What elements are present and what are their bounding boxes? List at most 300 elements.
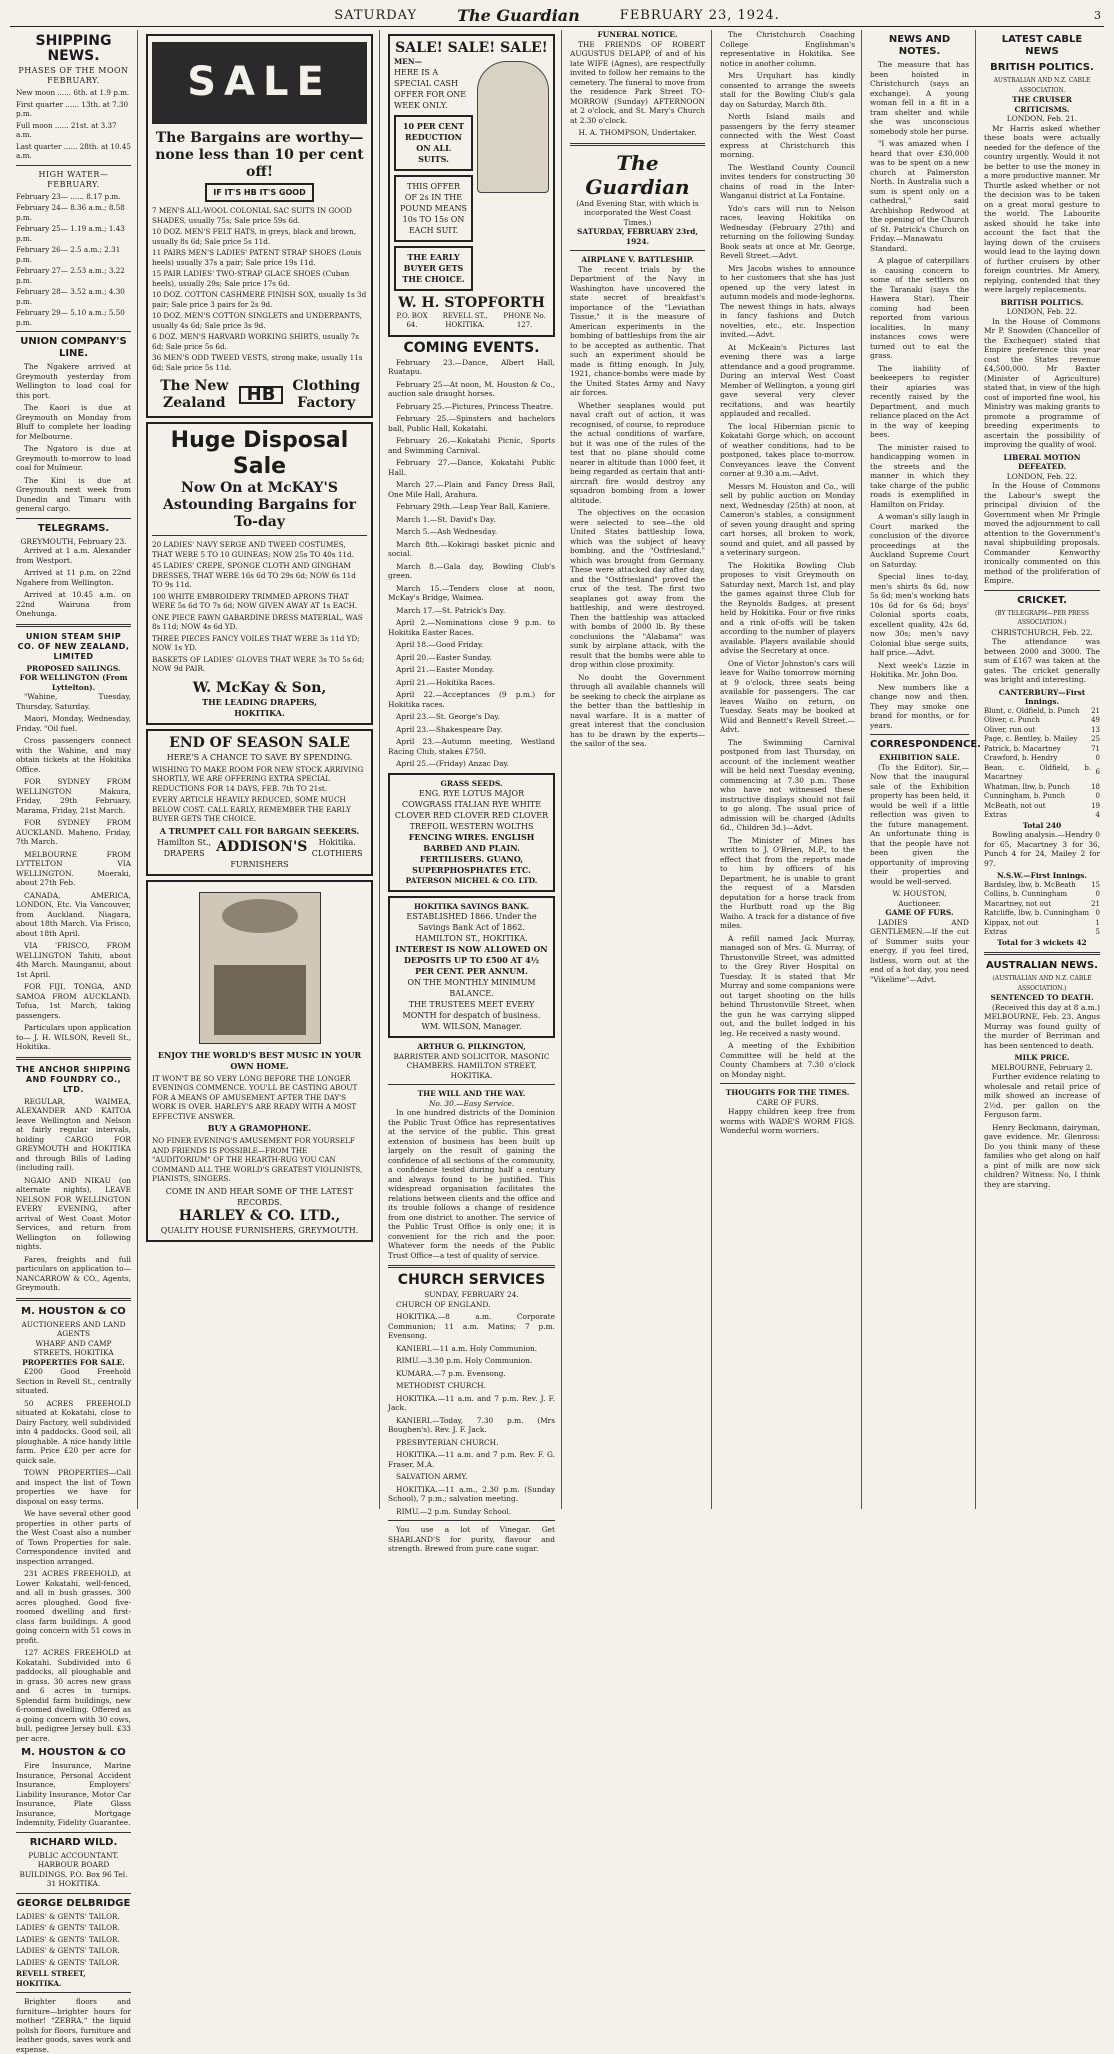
vikelime-footer: LADIES AND GENTLEMEN.—If the cut of Summer suits your energy, if you feel tired, listless, worn out at the end of a hot day, you need "Vikelime"—Advt.: [870, 917, 969, 984]
correspondence-text: (To the Editor). Sir,—Now that the inaugural sale of the Exhibition property has been held, it would be well if a little reflection was given to the future management. An unfortunate thing is that the people have not been given the opportunity of improving their properties and would be well-served.: [870, 762, 969, 886]
harley-subtitle: QUALITY HOUSE FURNISHERS, GREYMOUTH.: [160, 1225, 359, 1235]
anchor-paragraph: Fares, freights and full particulars on application to— NANCARROW & CO., Agents, Greymouth.: [16, 1254, 131, 1292]
editorial-paragraph: Whether seaplanes would put naval craft out of action, it was recognised, of course, to reproduce the actual conditions of warfare, but it was one of the rules of the test that no plane should come nearer in altitude than 1000 feet, it being regarded as certain that anti-aircraft fire would destroy any squadron bombing from a lower altitude.: [570, 400, 705, 505]
local-news-item: One of Victor Johnston's cars will leave for Waiho tomorrow morning at 9 o'clock, three seats being available for passengers. The car leaves Waiho on return, on Tuesday. Seats may be booked at Wild and Bennett's Revell Street.—Advt.: [720, 658, 855, 734]
telegrams-dateline: GREYMOUTH, February 23.: [20, 536, 127, 546]
church-line: KUMARA.—7 p.m. Evensong.: [396, 1368, 506, 1378]
scorecard-row: [984, 900, 1100, 910]
news-note: A plague of caterpillars is causing concern to some of the settlers on the Taranaki (says the Hawera Star). Their coming had been reported from various localities. In many instances cows were turned out to eat the grass.: [870, 256, 969, 360]
event-line: April 21.—Hokitika Races.: [396, 677, 495, 687]
batsman: Macartney, not out: [984, 899, 1052, 908]
church-line: HOKITIKA.—11 a.m., 2.30 p.m. (Sunday School), 7 p.m.; salvation meeting.: [388, 1484, 555, 1503]
sentenced-heading: SENTENCED TO DEATH.: [990, 993, 1094, 1002]
moon-list: [16, 88, 131, 161]
houston-heading-2: M. HOUSTON & CO: [21, 1747, 126, 1758]
stopforth-text: [394, 57, 473, 295]
sale-banner: SALE: [152, 42, 367, 124]
funeral-notice-heading: FUNERAL NOTICE.: [597, 30, 678, 39]
properties-heading: PROPERTIES FOR SALE.: [22, 1357, 125, 1367]
stopforth-body: [394, 57, 549, 295]
event-line: April 20.—Easter Sunday.: [396, 652, 492, 662]
local-news-item: The Christchurch Coaching College Englishman's representative in Hokitika. See notice in another column.: [720, 30, 855, 68]
masthead: [10, 4, 1104, 27]
mckay-item: BASKETS OF LADIES' GLOVES THAT WERE 3s TO 5s 6d; NOW 9d PAIR.: [152, 654, 365, 673]
church-date: SUNDAY, FEBRUARY 24.: [424, 1290, 519, 1299]
batsman: Blunt, c. Oldfield, b. Punch: [984, 706, 1080, 715]
church-line: METHODIST CHURCH.: [396, 1381, 486, 1390]
interest-notice: INTEREST IS NOW ALLOWED ON DEPOSITS UP TO £500 AT 4½ PER CENT. PER ANNUM.: [395, 944, 548, 976]
stopforth-phone: PHONE No. 127.: [503, 311, 546, 329]
news-note: The measure that has been hoisted in Christchurch (says an exchange). A young woman fell in a fit in a tram shelter and while she was unconscious somebody stole her purse.: [870, 60, 969, 136]
cash-offer: HERE IS A SPECIAL CASH OFFER FOR ONE WEEK ONLY.: [394, 67, 467, 110]
cricket-paragraph: The attendance was between 2000 and 3000. The sum of £167 was taken at the gates. The cricket generally was bright and interesting.: [984, 637, 1100, 684]
event-line: April 23.—St. George's Day.: [396, 712, 500, 721]
guardian-subtitle: (And Evening Star, with which is incorporated the West Coast Times.): [576, 198, 699, 227]
scorecard-row: [984, 707, 1100, 717]
sale-item: 15 PAIR LADIES' TWO-STRAP GLACE SHOES (Cuban heels), usually 29s; Sale price 17s 6d.: [152, 269, 350, 288]
column-news-notes: [864, 30, 981, 1509]
shipping-news-heading: SHIPPING NEWS.: [35, 33, 112, 64]
local-news-item: The Minister of Mines has written to J. O'Brien, M.P., to the effect that from the reports made to him by officers of his Department, he is unable to grant the request of a Marsden deputation for a horse track from the Hurlbutt road up the Big Waiho. A track for a distance of five miles.: [720, 835, 855, 930]
astounding-bargains: Astounding Bargains for To-day: [163, 497, 356, 530]
column-stopforth-events: [382, 30, 562, 1553]
stopforth-contact-row: [394, 312, 549, 331]
events-list: [388, 358, 555, 769]
event-line: February 25.—Pictures, Princess Theatre.: [396, 401, 554, 411]
scorecard-row: [984, 811, 1100, 821]
mckay-item: 45 LADIES' CREPE, SPONGE CLOTH AND GINGHAM DRESSES, THAT WERE 16s 6d TO 29s 6d; NOW 6s 11d TO 9s 11d.: [152, 561, 356, 589]
delbridge-line: REVELL STREET, HOKITIKA.: [16, 1969, 86, 1988]
cruiser-paragraph: Mr Harris asked whether these boats were actually needed for the defence of the country urgently. Would it not be better to use the money in a more productive manner. Mr Thurtle asked whether or not the decision was to be taken on a great moral gesture to the world. The Labourite asked should he take into account the fact that the laying down of the cruisers would lead to the laying down of further cruisers by other foreign countries. Mr Amery, replying, contended that they were largely replacements.: [984, 123, 1100, 294]
delbridge-line: LADIES' & GENTS' TAILOR.: [16, 1957, 120, 1967]
event-line: March 8.—Gala day, Bowling Club's green.: [388, 561, 555, 580]
politics-dateline: LONDON, Feb. 22.: [1006, 307, 1078, 316]
come-in-note: COME IN AND HEAR SOME OF THE LATEST RECORDS.: [165, 1186, 354, 1207]
minimum-balance: ON THE MONTHLY MINIMUM BALANCE.: [407, 978, 536, 998]
scorecard-row: [984, 792, 1100, 802]
scorecard-row: [984, 802, 1100, 812]
batsman: Ratcliffe, lbw, b. Cunningham: [984, 909, 1090, 917]
editorial-paragraph: No doubt the Government through all available channels will be seeking to check the airplane as the better than the battleship in naval warfare. It is a matter of great interest that the conclusion has to be drawn by the experts—the sailor of the sea.: [570, 672, 705, 748]
canterbury-total: Total 240: [1022, 820, 1062, 830]
water-line: February 27— 2.53 a.m.; 3.22 p.m.: [16, 266, 125, 285]
houston-address: WHARF AND CAMP STREETS, HOKITIKA: [33, 1338, 114, 1357]
sailing-line: FOR SYDNEY FROM WELLINGTON Makura, Friday, 29th February. Marama, Friday, 21st March.: [16, 777, 131, 815]
sailing-line: Maori, Monday, Wednesday, Friday. "Oil fuel.: [16, 714, 131, 733]
news-note: New numbers like a change now and then. They may smoke one brand for months, or for years.: [870, 682, 969, 730]
scorecard-row: [984, 754, 1100, 764]
addison-right: Hokitika. CLOTHIERS: [311, 837, 363, 858]
canterbury-scorecard: [984, 707, 1100, 821]
property-paragraph: 231 ACRES FREEHOLD, at Lower Kokatahi, well-fenced, and all in bush grasses. 300 acres ploughed. Good five-roomed dwelling and first-class farm buildings. A good going concern with 51 cows in profit.: [16, 1569, 131, 1645]
local-news-item: A refill named Jack Murray, managed son of Mrs. G. Murray, of Thrustonville Street, was admitted to the Grey River Hospital on Tuesday. It is stated that Mr Murray and some companions were out target shooting on the hills behind Thrustonville Street, when the gun he was carrying slipped out, and the bullet lodged in his leg. He received a nasty wound.: [720, 933, 855, 1038]
liberal-motion-dateline: LONDON, Feb. 22.: [1006, 471, 1078, 481]
masthead-page-number: 3: [1094, 8, 1102, 22]
church-line: HOKITIKA.—8 a.m. Corporate Communion; 11 a.m. Matins; 7 p.m. Evensong.: [388, 1312, 555, 1340]
local-news-item: Mrs Jacobs wishes to announce to her customers that she has just opened up the very latest in autumn models and mode-leghorns. The newest things in hats, always in fancy fashions and Dutch novelties, etc., etc. Inspection invited.—Advt.: [720, 263, 855, 339]
runs: 4: [1095, 811, 1100, 819]
addison-footer: [152, 837, 367, 859]
australian-association: (AUSTRALIAN AND N.Z. CABLE ASSOCIATION.): [992, 975, 1092, 992]
masthead-date: FEBRUARY 23, 1924.: [619, 7, 780, 23]
local-news-item: Ydo's cars will run to Nelson races, leaving Hokitika on Wednesday (February 27th) and returning on the following Sunday. Book seats at once at Mr. George, Revell Street.—Advt.: [720, 203, 855, 260]
anchor-paragraph: NGAIO AND NIKAU (on alternate nights), LEAVE NELSON FOR WELLINGTON EVERY EVENING, after arrival of West Coast Motor Services, and return from Wellington on following nights.: [16, 1175, 131, 1251]
column-advertisements: [140, 30, 380, 1509]
event-line: February 26.—Kokatahi Picnic, Sports and Swimming Carnival.: [388, 436, 555, 455]
liberal-motion-heading: LIBERAL MOTION DEFEATED.: [1003, 452, 1081, 471]
nz-clothing-footer: [152, 378, 367, 412]
milk-price-heading: MILK PRICE.: [1014, 1053, 1070, 1062]
editorial-heading: AIRPLANE V. BATTLESHIP.: [581, 255, 694, 264]
sailing-line: FOR SYDNEY FROM AUCKLAND. Maheno, Friday, 7th March.: [16, 818, 131, 846]
church-line: KANIERI.—Today, 7.30 p.m. (Mrs Boughen's). Rev. J. F. Jack.: [388, 1415, 555, 1434]
care-of-furs-heading: CARE OF FURS.: [756, 1097, 819, 1107]
cruiser-heading: THE CRUISER CRITICISMS.: [1012, 95, 1072, 114]
leading-drapers: THE LEADING DRAPERS,: [202, 696, 317, 707]
scorecard-row: [984, 735, 1100, 745]
mckay-item: THREE PIECES FANCY VOILES THAT WERE 3s 11d YD; NOW 1s YD.: [152, 633, 360, 652]
nsw-heading: N.S.W.—First Innings.: [997, 871, 1087, 880]
end-of-season-headline: END OF SEASON SALE: [169, 734, 350, 751]
scorecard-row: [984, 764, 1100, 783]
early-buyer-box: THE EARLY BUYER GETS THE CHOICE.: [394, 246, 473, 291]
mckay-ad: [146, 422, 373, 725]
batsman: Collins, b. Cunningham: [984, 890, 1068, 898]
sailing-line: "Wahine, Tuesday, Thursday, Saturday.: [16, 692, 131, 711]
batsman: Bean, c. Oldfield, b. Macartney: [984, 763, 1092, 781]
zebra-footer: Brighter floors and furniture—brighter hours for mother! "ZEBRA," the liquid polish for floors, furniture and leather goods, saves work and expense.: [16, 1997, 131, 2054]
local-news-item: At McKeain's Pictures last evening there was a large attendance and a good programme. During an interval West Coast Member of Wellington, a young girl gave several very clever recitations, and was heartily applauded and recalled.: [720, 342, 855, 418]
water-line: February 23— ...... 8.17 p.m.: [16, 191, 121, 201]
milk-paragraph: Further evidence relating to wholesale and retail price of milk showed an increase of 2½d. per gallon on the Ferguson farm.: [984, 1072, 1100, 1119]
telegram-paragraph: Arrived at 11 p.m. on 22nd Ngahere from Wellington.: [16, 568, 131, 587]
hb-logo: IF IT'S HB IT'S GOOD: [205, 183, 313, 202]
news-note: Special lines to-day, men's shirts 8s 6d, now 5s 6d; men's working hats 10s 6d for 6s 6d; boys' Colonial sports coats, excellent quality, 42s 6d, now 30s; men's navy Colonial blue serge suits, half price.—Advt.: [870, 572, 969, 657]
runs: 25: [1091, 735, 1100, 743]
pilkington-details: BARRISTER AND SOLICITOR. MASONIC CHAMBERS. HAMILTON STREET, HOKITIKA.: [393, 1051, 550, 1080]
runs: 0: [1095, 890, 1100, 898]
moon-line: First quarter ...... 13th. at 7.30 p.m.: [16, 99, 129, 118]
property-paragraph: £200 Good Freehold Section in Revell St., centrally situated.: [16, 1367, 131, 1395]
nz-clothing-right: Clothing Factory: [292, 378, 361, 411]
sale-item: 6 DOZ. MEN'S HARVARD WORKING SHIRTS, usually 7s 6d; Sale price 5s 6d.: [152, 332, 359, 351]
church-line: CHURCH OF ENGLAND.: [396, 1299, 491, 1309]
batsman: Crawford, b. Hendry: [984, 754, 1058, 762]
addison-left: Hamilton St., DRAPERS: [157, 837, 212, 858]
water-line: February 25— 1.19 a.m.; 1.43 p.m.: [16, 224, 125, 243]
bargains-headline: The Bargains are worthy—none less than 10 per cent off!: [155, 130, 364, 180]
delbridge-line: LADIES' & GENTS' TAILOR.: [16, 1946, 120, 1955]
telegram-paragraph: Arrived at 10.45 a.m. on 22nd Wairuna from Onehunga.: [16, 590, 131, 618]
local-news-item: Messrs M. Houston and Co., will sell by public auction on Monday next, Wednesday (25th) at noon, at Cameron's stables, a consignment of seven young draught and spring cart horses, all broken to work, sound and quiet, and all passed by a veterinary surgeon.: [720, 481, 855, 557]
event-line: February 25.—Spinsters and bachelors ball, Public Hall, Kokatahi.: [388, 414, 555, 433]
canterbury-heading: CANTERBURY—First Innings.: [998, 687, 1086, 706]
runs: 19: [1091, 801, 1100, 810]
sale-item: 10 DOZ. MEN'S COTTON SINGLETS and UNDERPANTS, usually 4s 6d; Sale price 3s 9d.: [152, 311, 362, 330]
news-note: Next week's Lizzie in Hokitika. Mr. John Doo.: [870, 660, 969, 679]
news-note: The liability of beekeepers to register their apiaries was recently raised by the Department, and much reliance placed on the Act in the way of keeping bees.: [870, 363, 969, 439]
event-line: April 25.—(Friday) Anzac Day.: [396, 759, 510, 768]
event-line: February 23.—Dance, Albert Hall, Ruatapu.: [388, 357, 555, 376]
batsman: Patrick, b. Macartney: [984, 744, 1061, 753]
nz-clothing-left: The New Zealand: [160, 378, 229, 411]
insurance-paragraph: Fire Insurance, Marine Insurance, Personal Accident Insurance, Employers' Liability Insurance, Motor Car Insurance, Plate Glass Insurance, Mortgage Indemnity, Fidelity Guarantee.: [16, 1761, 131, 1827]
sale-word: Sale: [232, 454, 287, 479]
sale-heading: SALE! SALE! SALE!: [395, 40, 548, 56]
scorecard-row: [984, 745, 1100, 755]
nsw-total: Total for 3 wickets 42: [997, 937, 1087, 947]
exhibition-sale-heading: EXHIBITION SALE.: [879, 753, 960, 762]
runs: 13: [1091, 725, 1100, 734]
sailings-heading: PROPOSED SAILINGS.: [26, 663, 121, 673]
cricket-dateline: CHRISTCHURCH, Feb. 22.: [991, 627, 1093, 637]
change-note: HERE'S A CHANCE TO SAVE BY SPENDING.: [166, 752, 353, 762]
sale-item: 36 MEN'S ODD TWEED VESTS, strong make, usually 11s 6d; Sale price 5s 11d.: [152, 353, 363, 372]
anchor-shipping-heading: THE ANCHOR SHIPPING AND FOUNDRY CO., LTD.: [16, 1064, 131, 1094]
batsman: Whatman, lbw, b. Punch: [984, 782, 1070, 791]
harley-paragraph: IT WON'T BE SO VERY LONG BEFORE THE LONGER EVENINGS COMMENCE. YOU'LL BE CASTING ABOUT FOR A MEANS OF AMUSEMENT AFTER THE DAY'S WORK IS OVER. HARLEY'S ARE READY WITH A MOST EFFECTIVE ANSWER.: [152, 1073, 358, 1121]
property-paragraph: 127 ACRES FREEHOLD at Kokatahi. Subdivided into 6 paddocks, all ploughable and in grass. 30 acres new grass and 6 acres in turnips. Splendid farm buildings, new 6-roomed dwelling. Offered as a going concern with 30 cows, bull, pedigree Jersey bull. £33 per acre.: [16, 1648, 131, 1743]
pilkington-name: ARTHUR G. PILKINGTON,: [417, 1042, 526, 1051]
runs: 0: [1095, 754, 1100, 762]
stopforth-ad: [388, 34, 555, 337]
sailing-line: FOR FIJI, TONGA, AND SAMOA FROM AUCKLAND. Tofua, 1st March, taking passengers.: [16, 982, 131, 1020]
runs: 21: [1091, 899, 1100, 908]
runs: 18: [1091, 782, 1100, 791]
grass-seeds-heading: GRASS SEEDS.: [440, 778, 503, 788]
funeral-notice-text: THE FRIENDS OF ROBERT AUGUSTUS DELAPP, of and of his late WIFE (Agnes), are respectfully invited to follow her remains to the cemetery. The funeral to move from the residence Park Street TO-MORROW (Sunday) AFTERNOON at 2 o'clock, and St. Mary's Church at 2.30 o'clock.: [570, 39, 705, 125]
harley-name: HARLEY & CO. LTD.,: [178, 1207, 341, 1224]
addison-name: ADDISON'S: [216, 839, 308, 855]
event-line: February 29th.—Leap Year Ball, Kaniere.: [396, 502, 551, 511]
runs: 1: [1095, 918, 1100, 927]
editorial-paragraph: The objectives on the occasion were selected to see—the old United States battleship Iowa, which was the subject of heavy bombing, and the "Ostfriesland," which was brought from Germany. These were attacked day after day, and the "Ostfriesland" proved the crux of the test. The first two seaplanes got away from the battleship, and were destroyed. Then the battleship was attacked with bombs of 2000 lb. By these conclusions the "Alabama" was sunk by airplane attack, with the result that the bombs were able to drop within close proximity.: [570, 508, 705, 669]
sailing-line: VIA 'FRISCO, FROM WELLINGTON Tahiti, about 4th March. Maunganui, about 1st April.: [16, 941, 131, 979]
sailing-line: CANADA, AMERICA, LONDON, Etc. Via Vancouver, from Auckland. Niagara, about 18th March. Via Frisco, about 18th April.: [16, 890, 131, 938]
batsman: Page, c. Bentley, b. Mailey: [984, 735, 1078, 743]
event-line: April 22.—Acceptances (9 p.m.) for Hokitika races.: [388, 690, 555, 709]
batsman: Cunningham, b. Punch: [984, 792, 1065, 800]
australian-news-heading: AUSTRALIAN NEWS.: [986, 960, 1098, 971]
runs: 49: [1091, 716, 1100, 724]
stopforth-name: W. H. STOPFORTH: [398, 294, 545, 311]
church-line: RIMU.—2 p.m. Sunday School.: [396, 1506, 511, 1516]
will-way-paragraph: In one hundred districts of the Dominion the Public Trust Office has representatives at the service of the public. This great extension of business has been built up largely on the result of gaining the confidence of all sections of the community, a confidence tested during half a century and always found to be justified. This widespread organisation facilitates the relations between clients and the office and its trouble follows a change of residence from one district to another. The service of the Public Trust Office is only one; it is convenient for the rich and the poor. Whatever form the needs of the Public Trust Office—a test of quality of service.: [388, 1108, 555, 1260]
enjoy-music: ENJOY THE WORLD'S BEST MUSIC IN YOUR OWN HOME.: [157, 1049, 362, 1071]
moon-phases-heading: PHASES OF THE MOON FEBRUARY.: [18, 66, 129, 85]
event-line: March 27.—Plain and Fancy Dress Ball, One Mile Hall, Arahura.: [388, 480, 555, 499]
houston-heading: M. HOUSTON & CO: [21, 1305, 126, 1317]
union-paragraph: The Ngatoro is due at Greymouth to-morrow to load coal for Mulmeur.: [16, 444, 131, 472]
sailing-line: Cross passengers connect with the Wahine, and may obtain tickets at the Hokitika Office.: [16, 736, 131, 774]
batsman: Extras: [984, 928, 1007, 936]
sailing-line: Particulars upon application to— J. H. WILSON, Revell St., Hokitika.: [16, 1023, 131, 1051]
water-line: February 24— 8.36 a.m.; 8.58 p.m.: [16, 203, 125, 222]
correspondence-signature: W. HOUSTON, Auctioneer.: [892, 889, 947, 908]
harley-ad: [146, 880, 373, 1242]
masthead-day: SATURDAY: [334, 7, 418, 23]
event-line: March 17.—St. Patrick's Day.: [396, 605, 506, 615]
huge-disposal-headline: Huge Disposal: [170, 428, 349, 453]
event-line: February 27.—Dance, Kokatahi Public Hall.: [388, 458, 555, 477]
gentleman-figure-icon: [477, 61, 549, 193]
gramophone-illustration-icon: [199, 892, 321, 1044]
moon-line: New moon ...... 6th. at 1.9 p.m.: [16, 88, 130, 97]
news-notes-heading: NEWS AND NOTES.: [888, 34, 951, 57]
will-way-heading: THE WILL AND THE WAY.: [417, 1089, 526, 1098]
union-paragraph: The Ngakere arrived at Greymouth yesterday from Wellington to load coal for this port.: [16, 362, 131, 400]
event-line: April 21.—Easter Monday.: [396, 665, 495, 674]
event-line: March 15.—Tenders close at noon, McKay's Bridge, Waimea.: [388, 583, 555, 602]
local-news-item: The Westland County Council invites tenders for constructing 30 chains of road in the Inter-Wanganui district at La Fontaine.: [720, 162, 855, 200]
politics-paragraph: In the House of Commons Mr P. Snowden (Chancellor of the Exchequer) stated that Empire preference this year cost the States revenue £4,500,000. Mr Baxter (Minister of Agriculture) stated that, in view of the high cost of imported fine wool, his Ministry was making grants to promote a programme of breeding experiments to ascertain the possibility of improving the quality of wool.: [984, 316, 1100, 449]
news-note: A woman's silly laugh in Court marked the conclusion of the divorce proceedings at the Auckland Supreme Court on Saturday.: [870, 512, 969, 569]
sale-item: 10 DOZ. MEN'S FELT HATS, in greys, black and brown, usually 8s 6d; Sale price 5s 11d.: [152, 227, 357, 246]
mckay-item: 100 WHITE EMBROIDERY TRIMMED APRONS THAT WERE 5s 6d TO 7s 6d; NOW GIVEN AWAY AT 1s EACH.: [152, 591, 358, 610]
runs: 5: [1095, 928, 1100, 936]
sale-item: 10 DOZ. COTTON CASHMERE FINISH SOX, usually 1s 3d pair; Sale price 3 pairs for 2s 9d.: [152, 290, 367, 309]
grass-seeds-ad: [388, 773, 555, 892]
scorecard-row: [984, 909, 1100, 919]
addison-paragraph: WISHING TO MAKE ROOM FOR NEW STOCK ARRIVING SHORTLY, WE ARE OFFERING EXTRA SPECIAL REDUCTIONS FOR 14 DAYS, FEB. 7th TO 21st.: [152, 764, 364, 793]
delbridge-heading: GEORGE DELBRIDGE: [16, 1897, 131, 1909]
mckay-item: ONE PIECE FAWN GABARDINE DRESS MATERIAL, WAS 8s 11d; NOW 4s 6d YD.: [152, 612, 363, 631]
houston-subheading: AUCTIONEERS AND LAND AGENTS: [21, 1319, 126, 1338]
event-line: February 25—At noon, M. Houston & Co., auction sale draught horses.: [388, 379, 555, 398]
trumpet-call: A TRUMPET CALL FOR BARGAIN SEEKERS.: [159, 825, 360, 836]
delbridge-line: LADIES' & GENTS' TAILOR.: [16, 1923, 120, 1932]
milk-paragraph: Henry Beckmann, dairyman, gave evidence. Mr. Glenross: Do you think many of these families who get along on half a pint of milk are now sick children? Witness: No, I think they are starving.: [984, 1122, 1100, 1189]
news-note: The minister raised to handicapping women in the streets and the manner in which they take charge of the public roads is exemplified in Hamilton on Friday.: [870, 442, 969, 509]
local-news-item: The Hokitika Bowling Club proposes to visit Greymouth on Saturday next, March 1st, and play the games against three Club for the Reynolds Badges, at present held by Hokitika. Four or five rinks and a rink of-offs will be taken according to the number of players available. Players available should advise the Secretary at once.: [720, 560, 855, 655]
water-line: February 28— 3.52 a.m.; 4.30 p.m.: [16, 287, 125, 306]
event-line: April 23.—Autumn meeting, Westland Racing Club, stakes £750.: [388, 737, 555, 756]
church-line: SALVATION ARMY.: [396, 1472, 468, 1481]
union-steam-ship-heading: UNION STEAM SHIP CO. OF NEW ZEALAND, LIMITED: [17, 631, 130, 661]
event-line: March 5.—Ash Wednesday.: [396, 527, 498, 536]
batsman: Oliver, run out: [984, 725, 1036, 734]
exhibition-note: A meeting of the Exhibition Committee will be held at the County Chambers at 7.30 o'clock on Monday night.: [720, 1041, 855, 1079]
batsman: Extras: [984, 811, 1007, 819]
editorial-paragraph: The recent trials by the Department of the Navy in Washington have uncovered the state secret of breakfast's importance of the "Leviathan Tissue," it is the measure of American experiments in the bombing of battleships from the air to be accepted as authentic. That such an experiment should be made is fitting enough. In July, 1921, chance-bombs were made by the United States Army and Navy air forces.: [570, 264, 705, 397]
batsman: Oliver, c. Punch: [984, 716, 1040, 724]
nsw-scorecard: [984, 881, 1100, 938]
scorecard-row: [984, 890, 1100, 900]
scorecard-row: [984, 881, 1100, 891]
masthead-paper-title: The Guardian: [457, 5, 580, 25]
bowling-analysis: Bowling analysis.—Hendry 0 for 65, Macartney 3 for 36, Punch 4 for 24, Mailey 2 for 97.: [984, 830, 1100, 868]
will-way-subheading: No. 30.—Easy Service.: [428, 1098, 515, 1108]
event-line: April 18.—Good Friday.: [396, 640, 484, 649]
telegram-paragraph: Arrived at 1 a.m. Alexander from Westport.: [16, 546, 131, 565]
liberal-motion-paragraph: In the House of Commons the Labour's swept the principal division of the Government when Mr Pringle moved the adjournment to call attention to the Government's naval shipbuilding proposals. Commander Kenworthy ironically commented on this method of the proliferation of Empire.: [984, 481, 1100, 585]
church-line: HOKITIKA.—11 a.m. and 7 p.m. Rev. F. G. Fraser, M.A.: [388, 1450, 555, 1469]
property-paragraph: We have several other good properties in other parts of the West Coast also a number of Town Properties for sale. Correspondence invited and inspection arranged.: [16, 1509, 131, 1566]
batsman: McBeath, not out: [984, 801, 1046, 810]
news-note: "I was amazed when I heard that over £30,000 was to be spent on a new church at Palmerston North. In Australia such a sum is spent only on a cathedral," said Archbishop Redwood at the opening of the Church of St. Patrick's Church on Friday.—Manawatu Standard.: [870, 139, 969, 253]
union-paragraph: The Kini is due at Greymouth next week from Dunedin and Timaru with general cargo.: [16, 475, 131, 513]
grass-seeds-list: ENG. RYE LOTUS MAJOR COWGRASS ITALIAN RYE WHITE CLOVER RED CLOVER RED CLOVER TREFOIL WESTERN WOLTHS: [394, 789, 549, 831]
telegrams-heading: TELEGRAMS.: [37, 522, 110, 534]
water-line: February 29— 5.10 a.m.; 5.50 p.m.: [16, 308, 125, 327]
moon-line: Full moon ...... 21st. at 3.37 a.m.: [16, 120, 117, 139]
addisons-ad: [146, 729, 373, 876]
politics-heading: BRITISH POLITICS.: [1000, 297, 1084, 307]
mckay-item: 20 LADIES' NAVY SERGE AND TWEED COSTUMES, THAT WERE 5 TO 10 GUINEAS; NOW 25s TO 40s 11d.: [152, 540, 354, 559]
property-paragraph: TOWN PROPERTIES—Call and inspect the list of Town properties we have for disposal on easy terms.: [16, 1468, 131, 1506]
column-guardian-editorial: [564, 30, 712, 1509]
runs: 15: [1091, 880, 1100, 889]
high-water-heading: HIGH WATER—FEBRUARY.: [38, 169, 109, 189]
scorecard-row: [984, 716, 1100, 726]
local-news-item: North Island mails and passengers by the ferry steamer connected with the West Coast express at Christchurch this morning.: [720, 112, 855, 159]
runs: 21: [1091, 706, 1100, 715]
water-line: February 26— 2.5 a.m.; 2.31 p.m.: [16, 245, 121, 264]
delbridge-line: LADIES' & GENTS' TAILOR.: [16, 1934, 120, 1944]
richard-wild-details: PUBLIC ACCOUNTANT. HARBOUR BOARD BUILDINGS, P.O. Box 96 Tel. 31 HOKITIKA.: [19, 1850, 128, 1888]
cricket-heading: CRICKET.: [1017, 594, 1067, 606]
event-line: April 2.—Nominations close 9 p.m. to Hokitika Easter Races.: [388, 618, 555, 637]
worm-figs-footer: Happy children keep free from worms with WADE'S WORM FIGS. Wonderful worm worriers.: [720, 1107, 855, 1135]
runs: 6: [1095, 768, 1100, 777]
local-news-item: The local Hibernian picnic to Kokatahi Gorge which, on account of weather conditions, had to be postponed, takes place to-morrow. Conveyances leave the Convent corner at 9.30 a.m.—Advt.: [720, 421, 855, 478]
harley-paragraph: NO FINER EVENING'S AMUSEMENT FOR YOURSELF AND FRIENDS IS POSSIBLE—FROM THE "AUDITORIUM" OF THE HEARTH-RUG YOU CAN COMMAND ALL THE WORLD'S GREATEST VIOLINISTS, PIANISTS, SINGERS.: [152, 1136, 363, 1183]
mckay-town: HOKITIKA.: [234, 707, 285, 718]
union-company-heading: UNION COMPANY'S LINE.: [20, 336, 127, 359]
scorecard-row: [984, 783, 1100, 793]
runs: 0: [1095, 792, 1100, 800]
sailings-wellington: FOR WELLINGTON (From Lyttelton).: [19, 673, 128, 692]
hb-factory-logo: HB: [239, 386, 284, 404]
this-offer-box: THIS OFFER OF 2s IN THE POUND MEANS 10s TO 15s ON EACH SUIT.: [394, 175, 473, 242]
men-label: MEN—: [394, 57, 422, 66]
stopforth-box: P.O. BOX 64.: [396, 311, 428, 329]
moon-line: Last quarter ...... 28th. at 10.45 a.m.: [16, 141, 131, 160]
savings-bank-ad: [388, 896, 555, 1039]
cable-association: AUSTRALIAN AND N.Z. CABLE ASSOCIATION.: [993, 77, 1091, 94]
union-paragraph: The Kaori is due at Greymouth on Monday from Bluff to complete her loading for Melbourne.: [16, 403, 131, 441]
fencing-wires: FENCING WIRES. ENGLISH BARBED AND PLAIN. FERTILISERS. GUANO, SUPERPHOSPHATES ETC.: [408, 832, 535, 875]
property-paragraph: 50 ACRES FREEHOLD situated at Kokatahi, close to Dairy Factory, well subdivided into 4 paddocks. Good soil, all ploughable. A nice handy little farm. Price £20 per acre for quick sale.: [16, 1398, 131, 1465]
stopforth-street: REVELL ST., HOKITIKA.: [442, 311, 488, 329]
column-cable-news: [978, 30, 1106, 1509]
mckay-name: W. McKay & Son,: [192, 679, 327, 696]
delbridge-line: LADIES' & GENTS' TAILOR.: [16, 1911, 120, 1921]
buy-gramophone: BUY A GRAMOPHONE.: [207, 1123, 312, 1133]
richard-wild-heading: RICHARD WILD.: [29, 1836, 118, 1848]
addison-furnishers: FURNISHERS: [230, 859, 289, 869]
event-line: March 8th.—Kokiragi basket picnic and social.: [388, 539, 555, 558]
church-line: PRESBYTERIAN CHURCH.: [396, 1437, 499, 1447]
event-line: April 23.—Shakespeare Day.: [396, 724, 503, 734]
scorecard-row: [984, 919, 1100, 929]
latest-cable-heading: LATEST CABLE NEWS: [1001, 34, 1083, 57]
guardian-nameplate: The Guardian: [585, 150, 690, 199]
runs: 0: [1095, 909, 1100, 917]
runs: 71: [1091, 744, 1100, 753]
church-line: HOKITIKA.—11 a.m. and 7 p.m. Rev. J. F. Jack.: [388, 1393, 555, 1412]
sale-item: 7 MEN'S ALL-WOOL COLONIAL SAC SUITS IN GOOD SHADES, usually 75s; Sale price 59s 6d.: [152, 206, 352, 225]
anchor-paragraph: REGULAR, WAIMEA, ALEXANDER AND KAITOA leave Wellington and Nelson at fairly regular intervals, holding CARGO FOR GREYMOUTH and HOKITIKA and through Bills of Lading (including rail).: [16, 1096, 131, 1172]
funeral-signature: H. A. THOMPSON, Undertaker.: [578, 128, 697, 137]
cricket-association: (BY TELEGRAPH—PER PRESS ASSOCIATION.): [994, 609, 1090, 626]
trustees-notice: THE TRUSTEES MEET EVERY MONTH for despatch of business. WM. WILSON, Manager.: [402, 1000, 541, 1031]
paterson-michel: PATERSON MICHEL & CO. LTD.: [405, 876, 538, 885]
local-news-item: Mrs Urquhart has kindly consented to arrange the sweets stall for the Bowling Club's gala day on Saturday, March 8th.: [720, 71, 855, 109]
ten-percent-box: 10 PER CENT REDUCTION ON ALL SUITS.: [394, 115, 473, 171]
church-services-heading: CHURCH SERVICES: [397, 1272, 546, 1288]
hb-sale-ad: [146, 34, 373, 418]
